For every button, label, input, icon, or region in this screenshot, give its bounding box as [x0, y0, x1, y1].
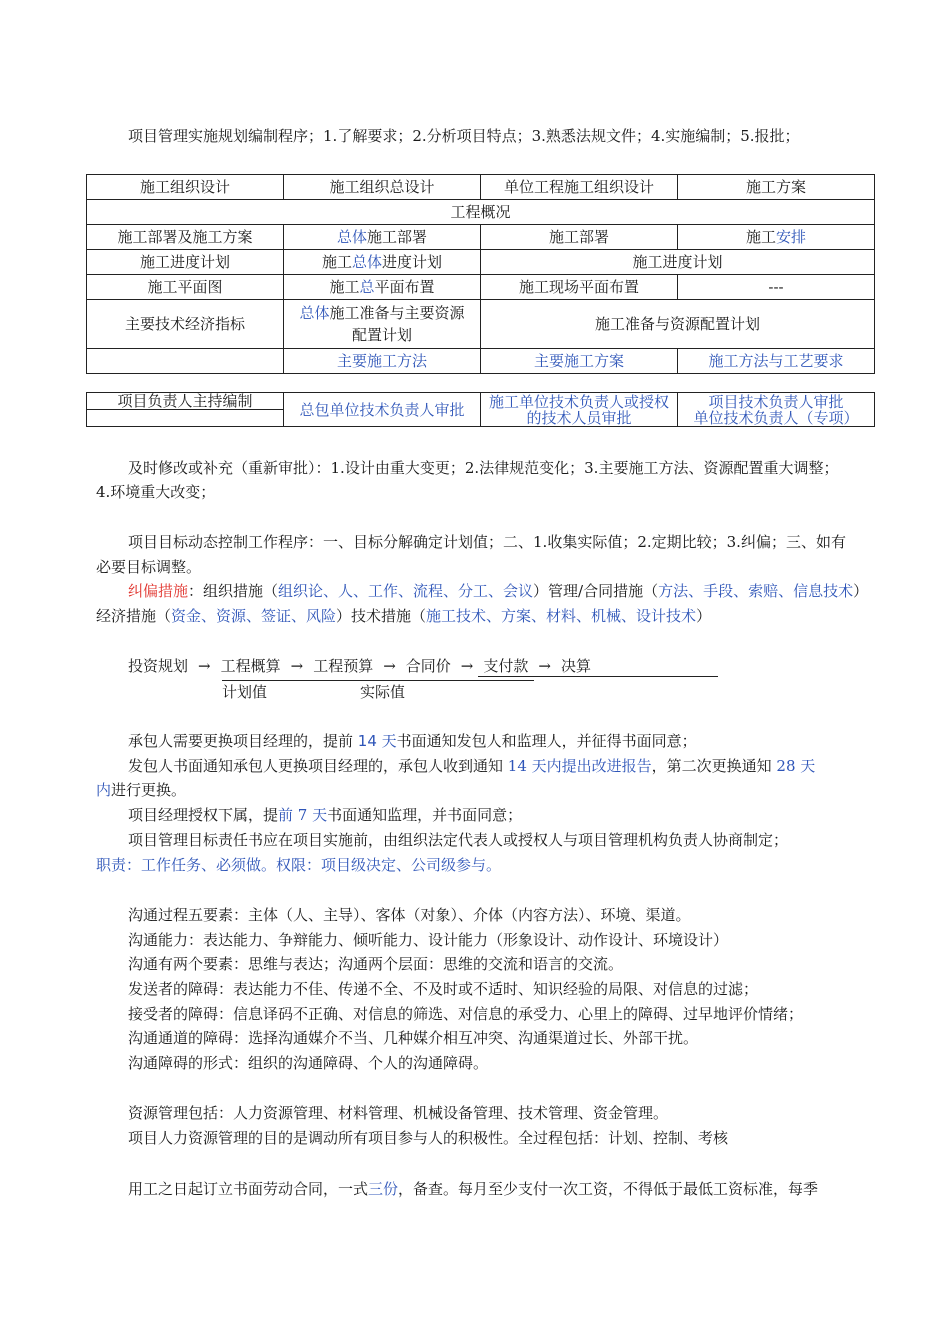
table-cell — [678, 225, 875, 250]
table-cell-overview: 工程概况 — [87, 200, 875, 225]
table-cell: 施工现场平面布置 — [481, 275, 678, 300]
highlight-text: 28 天 — [776, 757, 816, 775]
highlight-text: 总 — [359, 278, 375, 296]
highlight-text: 总体 — [336, 228, 367, 246]
comm-line: 沟通通道的障碍：选择沟通媒介不当、几种媒介相互冲突、沟通渠道过长、外部干扰。 — [128, 1029, 699, 1047]
actual-value-label: 实际值 — [360, 683, 406, 701]
table-cell: 施工进度计划 — [481, 250, 875, 275]
text: ，备查。每月至少支付一次工资，不得低于最低工资标准，每季 — [398, 1180, 819, 1198]
labor-line — [96, 1177, 908, 1201]
text: 经济措施（ — [96, 607, 172, 625]
text: 用工之日起订立书面劳动合同，一式 — [128, 1180, 369, 1198]
table-row — [87, 275, 875, 300]
arrow-icon: → — [538, 657, 551, 675]
highlight-text: 14 天 — [357, 732, 397, 750]
highlight-text: 施工技术、方案、材料、机械、设计技术 — [426, 607, 697, 625]
highlight-text: 前 7 天 — [278, 806, 328, 824]
control-line-2: 必要目标调整。 — [96, 558, 202, 576]
flow-step: 工程预算 — [313, 657, 374, 675]
highlight-text: 方法、手段、索赔、信息技术 — [658, 582, 854, 600]
divider — [478, 676, 718, 677]
intro-paragraph: 项目管理实施规划编制程序；1.了解要求；2.分析项目特点；3.熟悉法规文件；4.实施编制；5.报批； — [128, 127, 800, 145]
row-label: 主要技术经济指标 — [87, 300, 284, 349]
arrow-icon: → — [198, 657, 211, 675]
table-cell — [284, 300, 481, 349]
text: ） — [696, 607, 712, 625]
manager-line-5: 项目管理目标责任书应在项目实施前，由组织法定代表人或授权人与项目管理机构负责人协商制定； — [128, 831, 789, 849]
measures-label: 纠偏措施 — [128, 582, 189, 600]
arrow-icon: → — [383, 657, 396, 675]
comm-line: 接受者的障碍：信息译码不正确、对信息的筛选、对信息的承受力、心里上的障碍、过早地评价情绪； — [128, 1005, 804, 1023]
control-line-1: 项目目标动态控制工作程序：一、目标分解确定计划值；二、1.收集实际值；2.定期比较；3.纠偏；三、如有 — [128, 533, 846, 551]
flow-step: 决算 — [560, 657, 591, 675]
row-label: 施工部署及施工方案 — [87, 225, 284, 250]
flow-step: 合同价 — [405, 657, 451, 675]
text: ）管理/合同措施（ — [533, 582, 659, 600]
highlight-text: 组织论、人、工作、流程、分工、会议 — [278, 582, 534, 600]
table-row — [87, 300, 875, 349]
flow-step: 支付款 — [483, 657, 529, 675]
divider — [222, 680, 534, 681]
measures-line-1 — [96, 579, 908, 603]
cell-text: 进度计划 — [382, 253, 443, 271]
table-cell: --- — [678, 275, 875, 300]
table-row — [87, 175, 875, 200]
text: 项目经理授权下属，提 — [128, 806, 279, 824]
table-header-cell: 施工组织总设计 — [284, 175, 481, 200]
text: ，第二次更换通知 — [651, 757, 777, 775]
measures-line-2 — [96, 604, 876, 628]
flow-step: 投资规划 — [128, 657, 189, 675]
row-label: 施工进度计划 — [87, 250, 284, 275]
table-cell — [284, 275, 481, 300]
manager-line-6: 职责：工作任务、必须做。权限：项目级决定、公司级参与。 — [96, 856, 502, 874]
table-cell: 施工部署 — [481, 225, 678, 250]
table-header-cell: 施工组织设计 — [87, 175, 284, 200]
highlight-text: 14 天内提出改进报告 — [507, 757, 652, 775]
text: ：组织措施（ — [188, 582, 279, 600]
cell-text: 施工准备与主要资源配置计划 — [329, 304, 465, 344]
table-row — [87, 250, 875, 275]
cell-text: 项目技术负责人审批 — [708, 392, 844, 411]
text: 进行更换。 — [111, 781, 187, 799]
arrow-icon: → — [460, 657, 474, 675]
text: 书面通知监理，并书面同意； — [327, 806, 523, 824]
table-cell — [284, 225, 481, 250]
row-label — [87, 349, 284, 374]
text: 承包人需要更换项目经理的，提前 — [128, 732, 358, 750]
table-cell: 总包单位技术负责人审批 — [284, 393, 481, 427]
table-header-cell: 施工方案 — [678, 175, 875, 200]
table-cell: 主要施工方法 — [284, 349, 481, 374]
table-row — [87, 349, 875, 374]
highlight-text: 安排 — [776, 228, 807, 246]
table-row — [87, 225, 875, 250]
highlight-text: 总体 — [299, 304, 330, 322]
approval-table — [86, 392, 875, 427]
table-cell — [678, 393, 875, 427]
manager-line-4 — [96, 803, 908, 827]
cell-text: 施工部署 — [367, 228, 428, 246]
text: 书面通知发包人和监理人，并征得书面同意； — [396, 732, 697, 750]
revise-line-2: 4.环境重大改变； — [96, 483, 216, 501]
cell-text: 平面布置 — [374, 278, 435, 296]
text: ） — [853, 582, 869, 600]
comm-line: 发送者的障碍：表达能力不佳、传递不全、不及时或不适时、知识经验的局限、对信息的过滤； — [128, 980, 759, 998]
text: 发包人书面通知承包人更换项目经理的，承包人收到通知 — [128, 757, 508, 775]
highlight-text: 总体 — [351, 253, 382, 271]
manager-line-1 — [96, 729, 908, 753]
table-cell: 主要施工方案 — [481, 349, 678, 374]
comm-line: 沟通障碍的形式：组织的沟通障碍、个人的沟通障碍。 — [128, 1054, 489, 1072]
cost-flow — [128, 654, 591, 678]
resource-line: 项目人力资源管理的目的是调动所有项目参与人的积极性。全过程包括：计划、控制、考核 — [128, 1129, 729, 1147]
cell-text: 施工 — [329, 278, 360, 296]
table-cell: 施工准备与资源配置计划 — [481, 300, 875, 349]
cell-text: 施工 — [745, 228, 776, 246]
comm-line: 沟通能力：表达能力、争辩能力、倾听能力、设计能力（形象设计、动作设计、环境设计） — [128, 931, 729, 949]
table-cell: 施工方法与工艺要求 — [678, 349, 875, 374]
resource-line: 资源管理包括：人力资源管理、材料管理、机械设备管理、技术管理、资金管理。 — [128, 1104, 669, 1122]
plan-comparison-table — [86, 174, 875, 374]
table-cell — [284, 250, 481, 275]
highlight-text: 内 — [96, 781, 112, 799]
manager-line-3 — [96, 778, 876, 802]
planned-value-label: 计划值 — [222, 683, 268, 701]
highlight-text: 三份 — [368, 1180, 399, 1198]
comm-line: 沟通有两个要素：思维与表达；沟通两个层面：思维的交流和语言的交流。 — [128, 955, 624, 973]
table-header-cell: 单位工程施工组织设计 — [481, 175, 678, 200]
table-row — [87, 200, 875, 225]
highlight-text: 资金、资源、签证、风险 — [171, 607, 337, 625]
row-label: 施工平面图 — [87, 275, 284, 300]
text: ）技术措施（ — [336, 607, 427, 625]
table-row — [87, 393, 875, 410]
cell-text: 施工 — [321, 253, 352, 271]
manager-line-2 — [96, 754, 908, 778]
flow-step: 工程概算 — [220, 657, 281, 675]
revise-line-1: 及时修改或补充（重新审批）：1.设计由重大变更；2.法律规范变化；3.主要施工方法、资源配置重大调整； — [128, 459, 839, 477]
table-cell: 施工单位技术负责人或授权的技术人员审批 — [481, 393, 678, 427]
table-cell: 项目负责人主持编制 — [87, 393, 284, 410]
cell-text: 单位技术负责人（专项） — [693, 408, 859, 427]
table-cell — [87, 410, 284, 427]
arrow-icon: → — [290, 657, 304, 675]
comm-line: 沟通过程五要素：主体（人、主导）、客体（对象）、介体（内容方法）、环境、渠道。 — [128, 906, 691, 924]
